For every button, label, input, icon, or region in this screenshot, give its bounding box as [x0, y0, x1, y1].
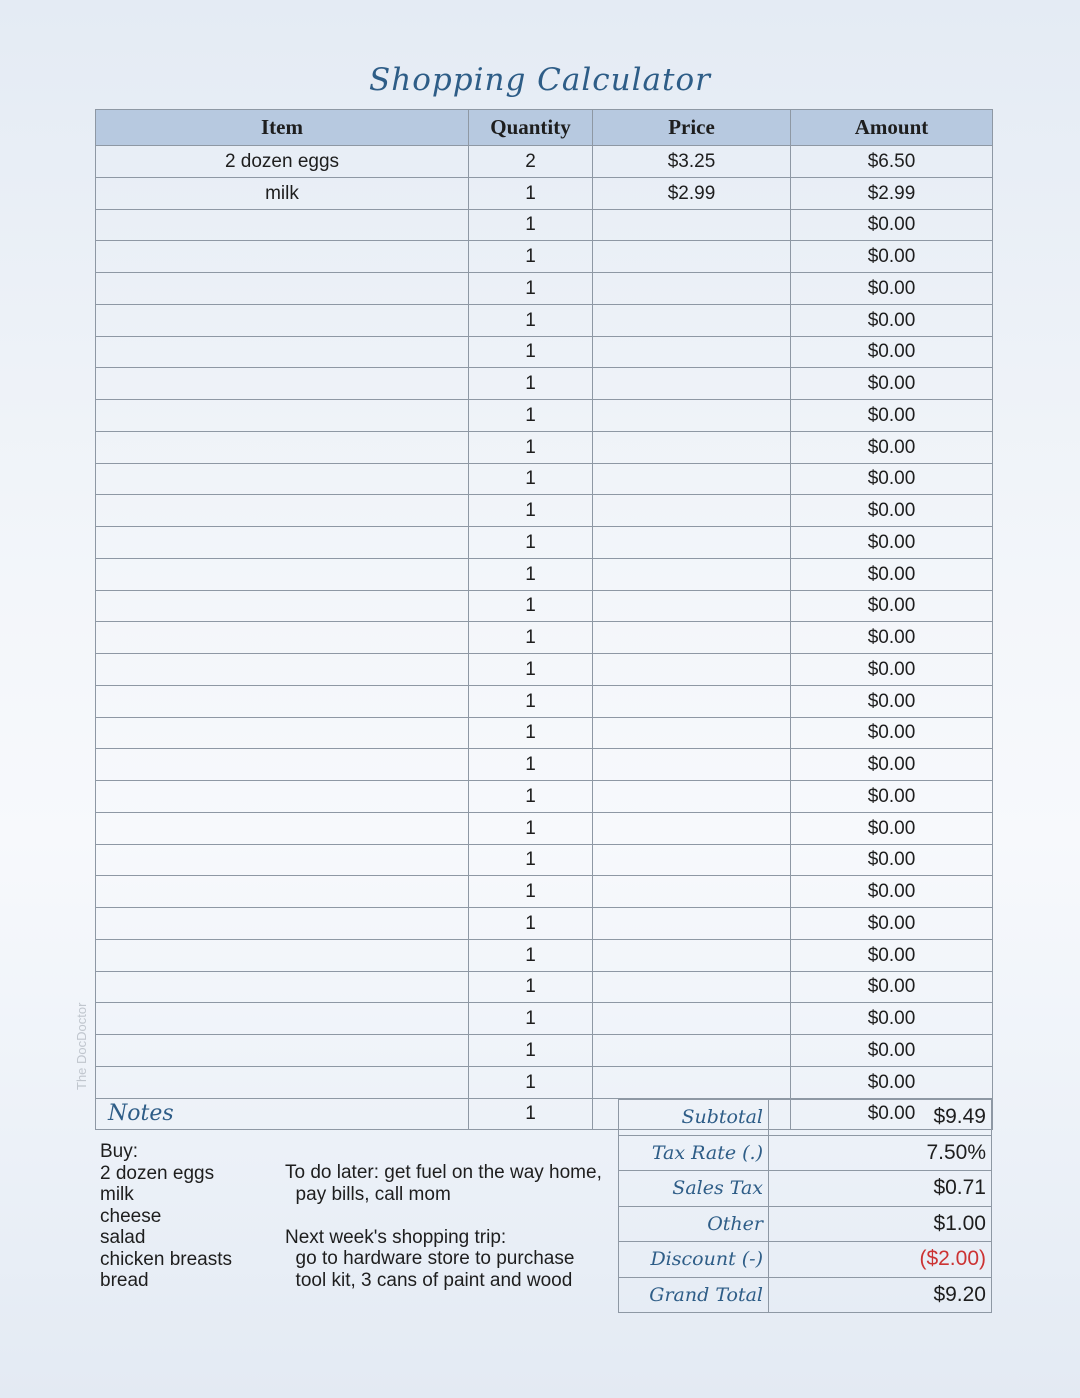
- cell-price[interactable]: [593, 1003, 791, 1035]
- watermark: The DocDoctor: [74, 1002, 89, 1090]
- cell-amount: $0.00: [791, 781, 993, 813]
- cell-quantity[interactable]: 1: [469, 273, 593, 305]
- cell-amount: $0.00: [791, 749, 993, 781]
- cell-quantity[interactable]: 1: [469, 400, 593, 432]
- totals-value[interactable]: $1.00: [769, 1206, 992, 1242]
- cell-item[interactable]: [96, 749, 469, 781]
- table-row: [96, 908, 993, 940]
- cell-quantity[interactable]: 1: [469, 622, 593, 654]
- cell-price[interactable]: [593, 749, 791, 781]
- totals-label: Discount (-): [619, 1242, 769, 1278]
- cell-amount: $0.00: [791, 971, 993, 1003]
- table-row: [96, 939, 993, 971]
- cell-amount: $0.00: [791, 1066, 993, 1098]
- notes-title: Notes: [108, 1101, 174, 1126]
- cell-quantity[interactable]: 1: [469, 527, 593, 559]
- cell-price[interactable]: [593, 685, 791, 717]
- cell-price[interactable]: [593, 431, 791, 463]
- cell-quantity[interactable]: 1: [469, 685, 593, 717]
- cell-price[interactable]: [593, 241, 791, 273]
- totals-row: [619, 1242, 992, 1278]
- table-row: [96, 1066, 993, 1098]
- cell-price[interactable]: [593, 558, 791, 590]
- cell-amount: $0.00: [791, 495, 993, 527]
- table-row: [96, 368, 993, 400]
- table-row: [96, 749, 993, 781]
- cell-item[interactable]: [96, 717, 469, 749]
- cell-quantity[interactable]: 1: [469, 1098, 593, 1130]
- cell-quantity[interactable]: 1: [469, 1003, 593, 1035]
- cell-item[interactable]: [96, 304, 469, 336]
- cell-price[interactable]: [593, 908, 791, 940]
- totals-label: Sales Tax: [619, 1171, 769, 1207]
- table-row: [96, 431, 993, 463]
- cell-amount: $2.99: [791, 177, 993, 209]
- notes-todo[interactable]: [285, 1162, 602, 1291]
- cell-quantity[interactable]: 1: [469, 781, 593, 813]
- cell-amount: $0.00: [791, 939, 993, 971]
- notes-line: pay bills, call mom: [285, 1183, 451, 1205]
- cell-item[interactable]: [96, 654, 469, 686]
- cell-item[interactable]: [96, 336, 469, 368]
- table-row: [96, 812, 993, 844]
- cell-amount: $0.00: [791, 812, 993, 844]
- totals-row: [619, 1277, 992, 1313]
- cell-quantity[interactable]: 1: [469, 336, 593, 368]
- cell-amount: $0.00: [791, 876, 993, 908]
- cell-item[interactable]: milk: [96, 177, 469, 209]
- cell-price[interactable]: [593, 781, 791, 813]
- table-row: [96, 400, 993, 432]
- cell-quantity[interactable]: 1: [469, 495, 593, 527]
- cell-amount: $0.00: [791, 1098, 993, 1130]
- notes-line: milk: [100, 1184, 134, 1205]
- cell-amount: $0.00: [791, 590, 993, 622]
- cell-item[interactable]: [96, 1066, 469, 1098]
- notes-line: Next week's shopping trip:: [285, 1226, 507, 1248]
- table-row: [96, 844, 993, 876]
- cell-quantity[interactable]: 1: [469, 844, 593, 876]
- table-row: [96, 717, 993, 749]
- cell-quantity[interactable]: 1: [469, 1066, 593, 1098]
- cell-amount: $0.00: [791, 717, 993, 749]
- cell-price[interactable]: [593, 717, 791, 749]
- cell-amount: $6.50: [791, 146, 993, 178]
- cell-item[interactable]: [96, 908, 469, 940]
- cell-amount: $0.00: [791, 558, 993, 590]
- notes-shopping-list[interactable]: [100, 1141, 232, 1292]
- notes-line: [285, 1205, 602, 1227]
- totals-value[interactable]: 7.50%: [769, 1135, 992, 1171]
- notes-line: bread: [100, 1270, 149, 1291]
- table-row: [96, 622, 993, 654]
- cell-amount: $0.00: [791, 241, 993, 273]
- totals-table: [618, 1099, 992, 1313]
- cell-quantity[interactable]: 1: [469, 177, 593, 209]
- cell-amount: $0.00: [791, 1003, 993, 1035]
- table-row: [96, 1035, 993, 1067]
- column-header-amount: Amount: [791, 110, 993, 146]
- cell-item[interactable]: [96, 463, 469, 495]
- notes-line: cheese: [100, 1205, 162, 1227]
- table-row: [96, 177, 993, 209]
- cell-quantity[interactable]: 1: [469, 463, 593, 495]
- cell-quantity[interactable]: 1: [469, 939, 593, 971]
- cell-price[interactable]: [593, 1066, 791, 1098]
- notes-line: tool kit, 3 cans of paint and wood: [285, 1269, 573, 1291]
- cell-price[interactable]: [593, 209, 791, 241]
- cell-item[interactable]: [96, 812, 469, 844]
- cell-item[interactable]: [96, 431, 469, 463]
- table-row: [96, 304, 993, 336]
- cell-amount: $0.00: [791, 1035, 993, 1067]
- table-row: [96, 241, 993, 273]
- cell-quantity[interactable]: 1: [469, 749, 593, 781]
- table-row: [96, 146, 993, 178]
- cell-quantity[interactable]: 2: [469, 146, 593, 178]
- table-row: [96, 781, 993, 813]
- cell-quantity[interactable]: 1: [469, 590, 593, 622]
- cell-amount: $0.00: [791, 336, 993, 368]
- cell-price[interactable]: [593, 812, 791, 844]
- cell-price[interactable]: [593, 844, 791, 876]
- cell-item[interactable]: [96, 558, 469, 590]
- cell-price[interactable]: [593, 939, 791, 971]
- cell-quantity[interactable]: 1: [469, 1035, 593, 1067]
- cell-item[interactable]: 2 dozen eggs: [96, 146, 469, 178]
- cell-item[interactable]: [96, 685, 469, 717]
- cell-item[interactable]: [96, 273, 469, 305]
- column-header-item: Item: [96, 110, 469, 146]
- table-row: [96, 1003, 993, 1035]
- table-row: [96, 971, 993, 1003]
- cell-amount: $0.00: [791, 273, 993, 305]
- notes-line: 2 dozen eggs: [100, 1162, 215, 1184]
- cell-quantity[interactable]: 1: [469, 558, 593, 590]
- table-row: [96, 685, 993, 717]
- cell-quantity[interactable]: 1: [469, 908, 593, 940]
- shopping-table: [95, 109, 993, 1130]
- cell-quantity[interactable]: 1: [469, 812, 593, 844]
- notes-line: Buy:: [100, 1141, 139, 1162]
- cell-price[interactable]: [593, 654, 791, 686]
- cell-quantity[interactable]: 1: [469, 368, 593, 400]
- notes-line: To do later: get fuel on the way home,: [285, 1162, 602, 1183]
- cell-amount: $0.00: [791, 527, 993, 559]
- table-row: [96, 463, 993, 495]
- totals-value[interactable]: ($2.00): [769, 1242, 992, 1278]
- table-row: [96, 558, 993, 590]
- cell-amount: $0.00: [791, 463, 993, 495]
- cell-price[interactable]: [593, 400, 791, 432]
- cell-item[interactable]: [96, 527, 469, 559]
- cell-item[interactable]: [96, 971, 469, 1003]
- cell-amount: $0.00: [791, 400, 993, 432]
- cell-price[interactable]: $3.25: [593, 146, 791, 178]
- cell-price[interactable]: [593, 527, 791, 559]
- cell-quantity[interactable]: 1: [469, 209, 593, 241]
- cell-item[interactable]: [96, 209, 469, 241]
- cell-item[interactable]: [96, 622, 469, 654]
- cell-quantity[interactable]: 1: [469, 717, 593, 749]
- cell-amount: $0.00: [791, 844, 993, 876]
- notes-line: go to hardware store to purchase: [285, 1248, 575, 1269]
- table-row: [96, 527, 993, 559]
- table-row: [96, 590, 993, 622]
- cell-price[interactable]: [593, 622, 791, 654]
- cell-price[interactable]: [593, 336, 791, 368]
- totals-label: Grand Total: [619, 1277, 769, 1313]
- cell-price[interactable]: [593, 463, 791, 495]
- column-header-price: Price: [593, 110, 791, 146]
- cell-price[interactable]: [593, 876, 791, 908]
- cell-quantity[interactable]: 1: [469, 304, 593, 336]
- notes-line: salad: [100, 1227, 146, 1248]
- cell-amount: $0.00: [791, 654, 993, 686]
- totals-row: [619, 1100, 992, 1136]
- table-header-row: [96, 110, 993, 146]
- table-row: [96, 336, 993, 368]
- table-row: [96, 273, 993, 305]
- cell-item[interactable]: [96, 781, 469, 813]
- cell-price[interactable]: [593, 495, 791, 527]
- column-header-quantity: Quantity: [469, 110, 593, 146]
- totals-value[interactable]: $0.71: [769, 1171, 992, 1207]
- cell-quantity[interactable]: 1: [469, 431, 593, 463]
- cell-price[interactable]: [593, 971, 791, 1003]
- cell-item[interactable]: [96, 844, 469, 876]
- cell-price[interactable]: [593, 273, 791, 305]
- cell-price[interactable]: [593, 1035, 791, 1067]
- cell-amount: $0.00: [791, 431, 993, 463]
- cell-amount: $0.00: [791, 908, 993, 940]
- cell-amount: $0.00: [791, 368, 993, 400]
- cell-quantity[interactable]: 1: [469, 241, 593, 273]
- totals-row: [619, 1171, 992, 1207]
- totals-value[interactable]: $9.20: [769, 1277, 992, 1313]
- cell-item[interactable]: [96, 1003, 469, 1035]
- cell-item[interactable]: [96, 590, 469, 622]
- cell-quantity[interactable]: 1: [469, 971, 593, 1003]
- cell-quantity[interactable]: 1: [469, 876, 593, 908]
- totals-row: [619, 1135, 992, 1171]
- cell-item[interactable]: [96, 241, 469, 273]
- notes-line: chicken breasts: [100, 1248, 233, 1270]
- cell-price[interactable]: [593, 304, 791, 336]
- cell-item[interactable]: [96, 400, 469, 432]
- cell-item[interactable]: [96, 1035, 469, 1067]
- cell-item[interactable]: [96, 495, 469, 527]
- cell-item[interactable]: [96, 939, 469, 971]
- cell-quantity[interactable]: 1: [469, 654, 593, 686]
- totals-label: Tax Rate (.): [619, 1135, 769, 1171]
- cell-amount: $0.00: [791, 685, 993, 717]
- table-row: [96, 654, 993, 686]
- cell-amount: $0.00: [791, 622, 993, 654]
- totals-row: [619, 1206, 992, 1242]
- table-row: [96, 876, 993, 908]
- cell-price[interactable]: [593, 368, 791, 400]
- totals-label: Subtotal: [619, 1100, 769, 1136]
- table-row: [96, 209, 993, 241]
- cell-price[interactable]: $2.99: [593, 177, 791, 209]
- totals-value[interactable]: $9.49: [769, 1100, 992, 1136]
- cell-item[interactable]: [96, 876, 469, 908]
- cell-item[interactable]: [96, 368, 469, 400]
- totals-label: Other: [619, 1206, 769, 1242]
- page-title: Shopping Calculator: [369, 62, 711, 98]
- cell-amount: $0.00: [791, 209, 993, 241]
- cell-price[interactable]: [593, 590, 791, 622]
- cell-amount: $0.00: [791, 304, 993, 336]
- table-row: [96, 495, 993, 527]
